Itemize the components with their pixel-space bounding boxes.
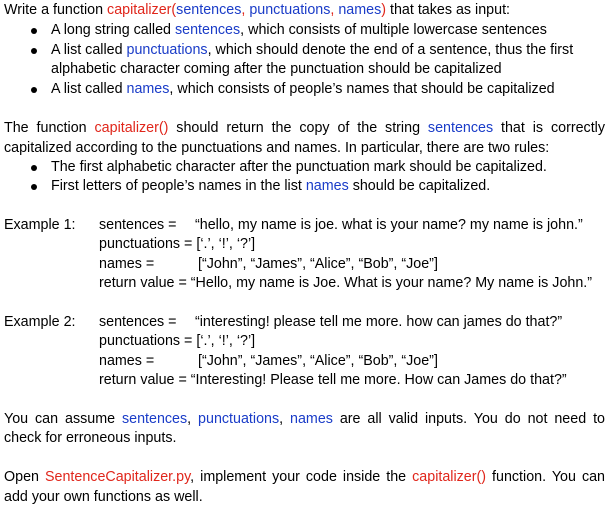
rule-item: The first alphabetic character after the punctuation mark should be capitalized. <box>51 159 547 175</box>
paragraph-line <box>4 119 605 139</box>
paragraph-line: capitalized according to the punctuations and names. In particular, there are two rules: <box>4 140 550 156</box>
example-value: “hello, my name is joe. what is your name? my name is john.” <box>195 217 583 233</box>
rule-text: should be capitalized. <box>348 178 491 194</box>
intro-text: Write a function <box>4 2 108 18</box>
bullet-icon <box>31 87 37 93</box>
list-item-text: , which consists of multiple lowercase sentences <box>240 22 547 38</box>
paragraph-line: add your own functions as well. <box>4 489 203 505</box>
bullet-icon <box>31 48 37 54</box>
list-item-continuation: alphabetic character coming after the punctuation should be capitalized <box>51 61 502 77</box>
example-value: [“John”, “James”, “Alice”, “Bob”, “Joe”] <box>198 353 438 369</box>
paragraph-line <box>4 410 605 430</box>
list-item-text: , which should denote the end of a sentence, thus the first <box>207 42 574 58</box>
list-item-text: A list called <box>51 81 127 97</box>
list-item-text: A long string called <box>51 22 175 38</box>
function-name: capitalizer( <box>107 2 177 18</box>
function-name: capitalizer() <box>94 120 169 136</box>
bullet-icon <box>31 28 37 34</box>
keyword: sentences <box>427 120 494 136</box>
paragraph-text: Open <box>4 469 45 485</box>
list-item <box>51 80 555 100</box>
paragraph-text: , implement your code inside the <box>190 469 413 485</box>
paragraph-line: check for erroneous inputs. <box>4 430 177 446</box>
param-separator: , <box>241 2 250 18</box>
list-item <box>51 41 573 61</box>
list-item-text: A list called <box>51 42 127 58</box>
paragraph-text: , <box>279 411 291 427</box>
example-key: sentences = <box>99 314 177 330</box>
paragraph-text: are all valid inputs. You do not need to <box>332 411 605 427</box>
keyword: sentences <box>174 22 241 38</box>
keyword: punctuations <box>198 411 280 427</box>
paragraph-text: that is correctly <box>493 120 605 136</box>
example-value: “interesting! please tell me more. how can james do that?” <box>195 314 563 330</box>
keyword: names <box>305 178 349 194</box>
intro-text: that takes as input: <box>386 2 511 18</box>
keyword: punctuations <box>126 42 208 58</box>
example-punctuations: punctuations = [‘.’, ‘!’, ‘?’] <box>99 236 256 252</box>
param-names: names <box>338 2 382 18</box>
example-return: return value = “Hello, my name is Joe. What is your name? My name is John.” <box>99 275 593 291</box>
list-item-text: , which consists of people’s names that should be capitalized <box>169 81 555 97</box>
paragraph-text: should return the copy of the string <box>168 120 428 136</box>
function-name: capitalizer() <box>412 469 487 485</box>
keyword: names <box>290 411 333 427</box>
example-punctuations: punctuations = [‘.’, ‘!’, ‘?’] <box>99 333 256 349</box>
param-separator: , <box>330 2 339 18</box>
file-name: SentenceCapitalizer.py <box>44 469 191 485</box>
bullet-icon <box>31 165 37 171</box>
example-key: names = <box>99 353 155 369</box>
example-label: Example 2: <box>4 314 76 330</box>
paragraph-text: The function <box>4 120 95 136</box>
paragraph-text: function. You can <box>486 469 605 485</box>
param-punctuations: punctuations <box>249 2 331 18</box>
paragraph-text: You can assume <box>4 411 122 427</box>
bullet-icon <box>31 184 37 190</box>
rule-text: First letters of people’s names in the list <box>51 178 306 194</box>
intro-line <box>4 1 510 21</box>
example-return: return value = “Interesting! Please tell me more. How can James do that?” <box>99 372 567 388</box>
paragraph-text: , <box>187 411 199 427</box>
example-key: names = <box>99 256 155 272</box>
rule-item <box>51 177 490 197</box>
example-key: sentences = <box>99 217 177 233</box>
list-item <box>51 21 547 41</box>
keyword: sentences <box>121 411 188 427</box>
param-sentences: sentences <box>176 2 242 18</box>
paragraph-line <box>4 468 605 488</box>
example-label: Example 1: <box>4 217 76 233</box>
keyword: names <box>126 81 170 97</box>
function-close: ) <box>381 2 387 18</box>
example-value: [“John”, “James”, “Alice”, “Bob”, “Joe”] <box>198 256 438 272</box>
